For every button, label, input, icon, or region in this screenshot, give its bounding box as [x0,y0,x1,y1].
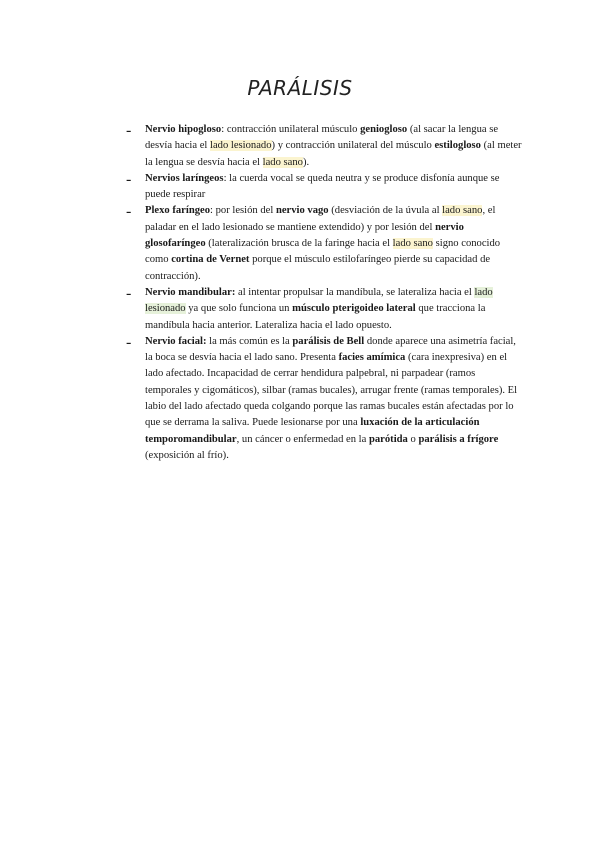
item-paragraph [145,171,522,204]
text-run: (al meter la lengua se desvía hacia el [145,140,522,168]
text-run: la más común es la [206,335,293,347]
text-run: ). [302,156,310,168]
text-run: (cara inexpresiva) en el lado afectado. Incapacidad de cerrar hendidura palpebral, ni parpadear (ramos temporales y cigomáticos), silbar (ramas bucales), arrugar frente (ramas temporales). El labio del lado afectado queda colgando porque las ramas bucales están afectadas por lo que se derrama la saliva. Puede lesionarse por una [145,352,518,429]
bold-term: geniogloso [360,124,408,135]
bold-term: nervio glosofaríngeo [145,221,464,250]
bold-term: nervio vago [275,205,329,217]
bold-term: estilogloso [434,140,481,152]
item-paragraph [145,122,522,171]
text-run: : por lesión del [210,205,276,217]
bold-term: parótida [368,433,408,445]
highlighted-text: lado sano [262,156,303,168]
item-paragraph [145,285,522,334]
highlighted-text: lado sano [442,205,483,217]
bold-term: parálisis a frígore [418,433,499,445]
bullet-dash: - [126,170,132,188]
list-item [126,334,522,464]
bullet-dash: - [126,333,132,351]
text-run: ) y contracción unilateral del músculo [271,140,435,152]
highlighted-text: lado lesionado [210,140,272,152]
bold-term: Nervio hipogloso [145,124,222,135]
bold-term: Nervio mandibular: [145,286,236,298]
bold-term: parálisis de Bell [292,335,365,347]
document-title: PARÁLISIS [247,76,353,100]
text-run: , un cáncer o enfermedad en la [236,433,369,445]
bold-term: luxación de la articulación temporomandibular [145,417,480,445]
text-run: signo conocido como [145,238,501,266]
text-run: o [407,433,419,445]
text-run: (lateralización brusca de la faringe hacia el [205,238,393,250]
text-run: : la cuerda vocal se queda neutra y se produce disfonía aunque se puede respirar [145,172,500,201]
list-item [126,122,522,171]
text-run: (exposición al frío). [145,449,229,461]
text-run: porque el músculo estilofaríngeo pierde su capacidad de contracción). [145,254,491,282]
bold-term: Nervio facial: [145,335,207,347]
bullet-dash: - [126,284,132,302]
list-item [126,203,522,284]
item-paragraph [145,334,522,464]
item-paragraph [145,203,522,284]
text-run: (al sacar la lengua se desvía hacia el [145,124,499,152]
text-run: : contracción unilateral músculo [221,124,361,135]
highlighted-text: lado lesionado [145,286,493,315]
text-run: ya que solo funciona un [185,303,293,315]
list-item [126,171,522,204]
text-run: que tracciona la mandíbula hacia anterior. Lateraliza hacia el lado opuesto. [145,303,486,331]
bullet-dash: - [126,122,132,139]
bold-term: músculo pterigoideo lateral [292,303,416,315]
bold-term: Plexo faríngeo [145,205,211,217]
text-run: , el paladar en el lado lesionado se mantiene extendido) y por lesión del [145,205,496,233]
text-run: donde aparece una asimetría facial, la boca se desvía hacia el lado sano. Presenta [145,335,516,364]
list-item [126,285,522,334]
bold-term: cortina de Vernet [171,254,250,266]
bold-term: facies amímica [338,352,406,364]
bold-term: Nervios laríngeos [145,172,224,184]
text-run: (desviación de la úvula al [328,205,443,217]
highlighted-text: lado sano [392,238,433,250]
paralysis-list [126,122,522,464]
bullet-dash: - [126,203,132,221]
text-run: al intentar propulsar la mandíbula, se lateraliza hacia el [235,286,475,298]
